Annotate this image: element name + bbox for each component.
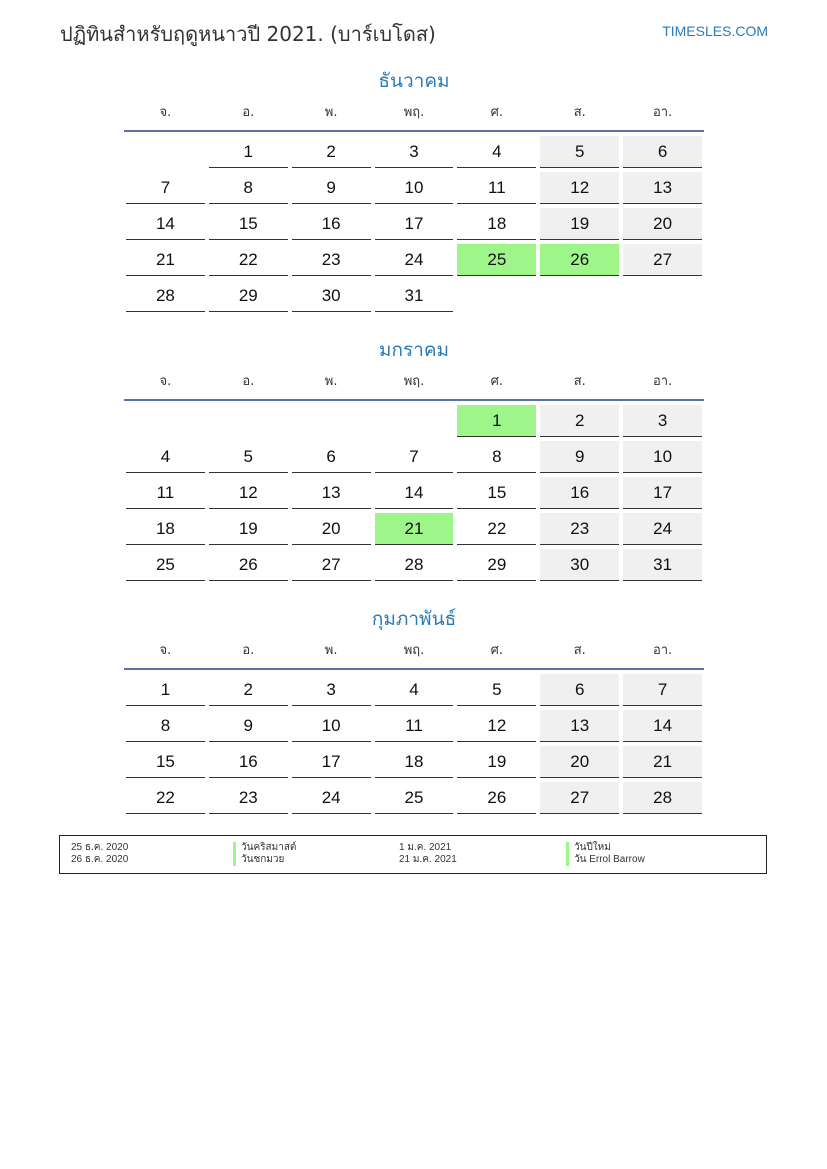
day-cell: 20 bbox=[292, 513, 371, 545]
legend-date: 21 ม.ค. 2021 bbox=[399, 854, 457, 865]
legend-holiday-name: วันปีใหม่ bbox=[566, 842, 645, 854]
month-title: ธันวาคม bbox=[378, 70, 450, 92]
month-title: มกราคม bbox=[378, 339, 450, 361]
week-row bbox=[124, 473, 704, 509]
day-cell: 26 bbox=[457, 782, 536, 814]
week-row bbox=[124, 670, 704, 706]
day-cell: 11 bbox=[457, 172, 536, 204]
brand-link[interactable]: TIMESLES.COM bbox=[662, 23, 768, 39]
day-cell: 8 bbox=[126, 710, 205, 742]
day-cell: 27 bbox=[292, 549, 371, 581]
day-cell: 18 bbox=[457, 208, 536, 240]
day-cell: 15 bbox=[209, 208, 288, 240]
day-cell: 19 bbox=[457, 746, 536, 778]
day-cell: 1 bbox=[126, 674, 205, 706]
day-cell: 12 bbox=[540, 172, 619, 204]
day-cell: 2 bbox=[292, 136, 371, 168]
week-row bbox=[124, 204, 704, 240]
day-cell: 22 bbox=[457, 513, 536, 545]
day-cell: 13 bbox=[540, 710, 619, 742]
day-cell: 22 bbox=[126, 782, 205, 814]
day-cell: 21 bbox=[623, 746, 702, 778]
day-cell: 18 bbox=[375, 746, 454, 778]
weekday-label: พฤ. bbox=[403, 374, 425, 389]
page-title: ปฏิทินสำหรับฤดูหนาวปี 2021. (บาร์เบโดส) bbox=[60, 22, 436, 46]
week-row bbox=[124, 132, 704, 168]
day-cell: 20 bbox=[540, 746, 619, 778]
day-cell: 17 bbox=[623, 477, 702, 509]
week-row bbox=[124, 276, 704, 312]
legend-names-col-2 bbox=[566, 842, 645, 866]
week-row bbox=[124, 437, 704, 473]
empty-day-cell bbox=[126, 136, 205, 167]
day-cell: 23 bbox=[540, 513, 619, 545]
weekday-label: อ. bbox=[242, 374, 255, 389]
day-cell: 29 bbox=[209, 280, 288, 312]
day-cell: 10 bbox=[623, 441, 702, 473]
day-cell: 11 bbox=[126, 477, 205, 509]
weekday-label: พ. bbox=[324, 643, 338, 658]
day-cell: 5 bbox=[209, 441, 288, 473]
empty-day-cell bbox=[457, 280, 536, 311]
day-cell: 14 bbox=[623, 710, 702, 742]
day-cell: 9 bbox=[209, 710, 288, 742]
day-cell: 27 bbox=[540, 782, 619, 814]
day-cell: 17 bbox=[375, 208, 454, 240]
week-row bbox=[124, 401, 704, 437]
day-cell: 13 bbox=[623, 172, 702, 204]
day-cell: 26 bbox=[540, 244, 619, 276]
day-cell: 31 bbox=[375, 280, 454, 312]
day-cell: 28 bbox=[126, 280, 205, 312]
day-cell: 28 bbox=[375, 549, 454, 581]
day-cell: 23 bbox=[209, 782, 288, 814]
day-cell: 21 bbox=[126, 244, 205, 276]
weekday-label: จ. bbox=[159, 105, 172, 120]
day-cell: 15 bbox=[126, 746, 205, 778]
day-cell: 25 bbox=[375, 782, 454, 814]
week-row bbox=[124, 168, 704, 204]
day-cell: 31 bbox=[623, 549, 702, 581]
week-row bbox=[124, 240, 704, 276]
legend-date: 25 ธ.ค. 2020 bbox=[71, 842, 129, 853]
legend-holiday-name: วัน Errol Barrow bbox=[566, 854, 645, 866]
legend-dates-col-2 bbox=[399, 842, 457, 866]
day-cell: 16 bbox=[209, 746, 288, 778]
day-cell: 18 bbox=[126, 513, 205, 545]
day-cell: 6 bbox=[540, 674, 619, 706]
day-cell: 6 bbox=[292, 441, 371, 473]
weekday-label: อ. bbox=[242, 105, 255, 120]
day-cell: 22 bbox=[209, 244, 288, 276]
day-cell: 26 bbox=[209, 549, 288, 581]
weekday-label: อา. bbox=[652, 105, 673, 120]
day-cell: 5 bbox=[540, 136, 619, 168]
legend-date: 26 ธ.ค. 2020 bbox=[71, 854, 129, 865]
empty-day-cell bbox=[540, 280, 619, 311]
day-cell: 1 bbox=[457, 405, 536, 437]
day-cell: 6 bbox=[623, 136, 702, 168]
day-cell: 19 bbox=[540, 208, 619, 240]
day-cell: 13 bbox=[292, 477, 371, 509]
day-cell: 25 bbox=[457, 244, 536, 276]
week-row bbox=[124, 545, 704, 581]
day-cell: 4 bbox=[375, 674, 454, 706]
day-cell: 1 bbox=[209, 136, 288, 168]
weekday-header-row bbox=[124, 642, 704, 670]
day-cell: 8 bbox=[457, 441, 536, 473]
day-cell: 12 bbox=[457, 710, 536, 742]
empty-day-cell bbox=[209, 405, 288, 436]
weekday-label: ศ. bbox=[490, 105, 504, 120]
day-cell: 28 bbox=[623, 782, 702, 814]
day-cell: 2 bbox=[209, 674, 288, 706]
day-cell: 7 bbox=[126, 172, 205, 204]
day-cell: 3 bbox=[292, 674, 371, 706]
legend-date: 1 ม.ค. 2021 bbox=[399, 842, 452, 853]
weekday-label: ศ. bbox=[490, 643, 504, 658]
weekday-label: พฤ. bbox=[403, 105, 425, 120]
holiday-legend bbox=[59, 835, 767, 874]
day-cell: 7 bbox=[623, 674, 702, 706]
weekday-label: จ. bbox=[159, 374, 172, 389]
weekday-label: อ. bbox=[242, 643, 255, 658]
day-cell: 23 bbox=[292, 244, 371, 276]
day-cell: 29 bbox=[457, 549, 536, 581]
month-title: กุมภาพันธ์ bbox=[371, 608, 457, 630]
day-cell: 24 bbox=[292, 782, 371, 814]
day-cell: 3 bbox=[623, 405, 702, 437]
weekday-label: พ. bbox=[324, 374, 338, 389]
day-cell: 3 bbox=[375, 136, 454, 168]
day-cell: 9 bbox=[292, 172, 371, 204]
weekday-header-row bbox=[124, 373, 704, 401]
weekday-label: พฤ. bbox=[403, 643, 425, 658]
empty-day-cell bbox=[623, 280, 702, 311]
day-cell: 20 bbox=[623, 208, 702, 240]
weekday-label: ส. bbox=[573, 643, 586, 658]
empty-day-cell bbox=[375, 405, 454, 436]
day-cell: 10 bbox=[375, 172, 454, 204]
day-cell: 9 bbox=[540, 441, 619, 473]
legend-holiday-name: วันคริสมาสต์ bbox=[233, 842, 296, 854]
weekday-label: ส. bbox=[573, 374, 586, 389]
day-cell: 25 bbox=[126, 549, 205, 581]
day-cell: 14 bbox=[126, 208, 205, 240]
weekday-label: จ. bbox=[159, 643, 172, 658]
day-cell: 4 bbox=[126, 441, 205, 473]
weekday-label: อา. bbox=[652, 643, 673, 658]
month-block bbox=[124, 337, 704, 581]
weekday-label: พ. bbox=[324, 105, 338, 120]
week-row bbox=[124, 778, 704, 814]
day-cell: 30 bbox=[540, 549, 619, 581]
day-cell: 16 bbox=[292, 208, 371, 240]
day-cell: 24 bbox=[623, 513, 702, 545]
day-cell: 27 bbox=[623, 244, 702, 276]
weekday-header-row bbox=[124, 104, 704, 132]
weekday-label: อา. bbox=[652, 374, 673, 389]
weekday-label: ศ. bbox=[490, 374, 504, 389]
day-cell: 11 bbox=[375, 710, 454, 742]
day-cell: 16 bbox=[540, 477, 619, 509]
month-block bbox=[124, 606, 704, 814]
day-cell: 10 bbox=[292, 710, 371, 742]
weekday-label: ส. bbox=[573, 105, 586, 120]
day-cell: 30 bbox=[292, 280, 371, 312]
day-cell: 7 bbox=[375, 441, 454, 473]
legend-dates-col-1 bbox=[71, 842, 128, 866]
week-row bbox=[124, 706, 704, 742]
legend-holiday-name: วันชกมวย bbox=[233, 854, 296, 866]
day-cell: 12 bbox=[209, 477, 288, 509]
week-row bbox=[124, 742, 704, 778]
day-cell: 15 bbox=[457, 477, 536, 509]
day-cell: 14 bbox=[375, 477, 454, 509]
day-cell: 19 bbox=[209, 513, 288, 545]
day-cell: 17 bbox=[292, 746, 371, 778]
day-cell: 4 bbox=[457, 136, 536, 168]
empty-day-cell bbox=[292, 405, 371, 436]
empty-day-cell bbox=[126, 405, 205, 436]
month-block bbox=[124, 68, 704, 312]
day-cell: 2 bbox=[540, 405, 619, 437]
day-cell: 5 bbox=[457, 674, 536, 706]
day-cell: 24 bbox=[375, 244, 454, 276]
day-cell: 21 bbox=[375, 513, 454, 545]
day-cell: 8 bbox=[209, 172, 288, 204]
legend-names-col-1 bbox=[233, 842, 296, 866]
week-row bbox=[124, 509, 704, 545]
